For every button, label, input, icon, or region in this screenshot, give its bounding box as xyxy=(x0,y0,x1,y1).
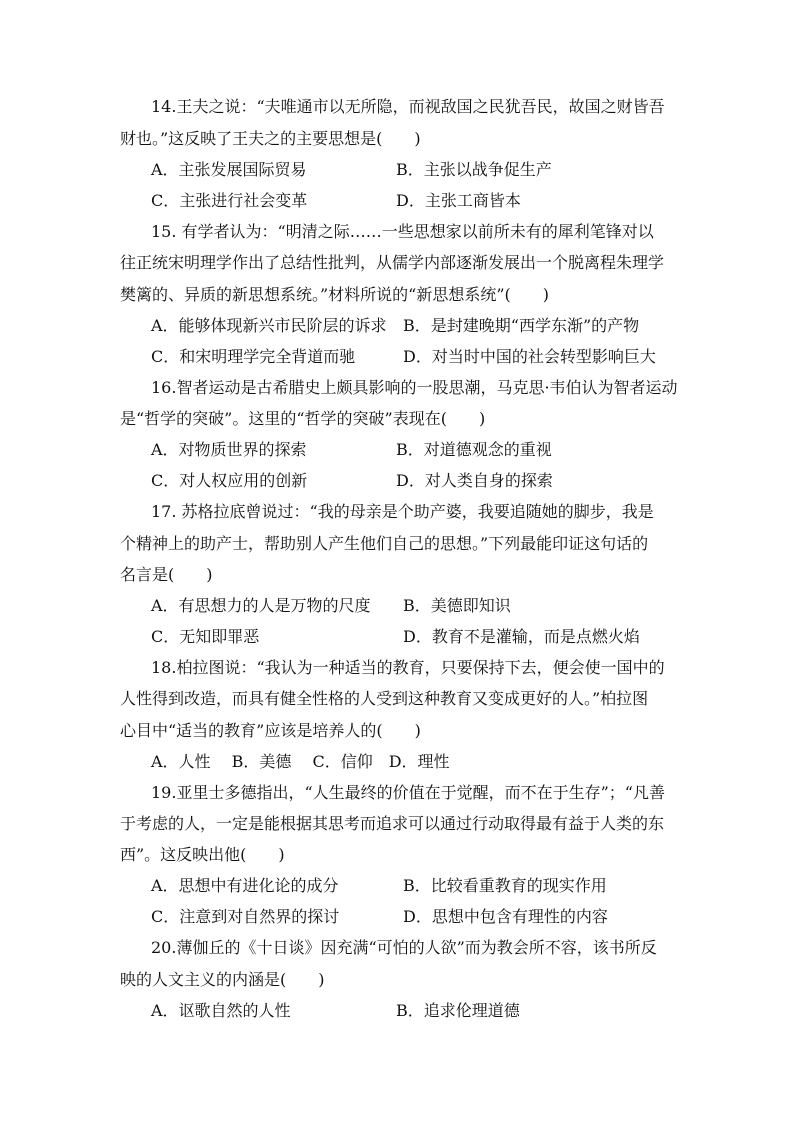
q17-option-b: B．美德即知识 xyxy=(403,596,511,615)
q14-option-b: B．主张以战争促生产 xyxy=(396,160,552,179)
q15-line-1: 15. 有学者认为：“明清之际……一些思想家以前所未有的犀利笔锋对以 xyxy=(151,222,654,241)
q19-option-d: D．思想中包含有理性的内容 xyxy=(403,907,608,926)
q17-option-c: C．无知即罪恶 xyxy=(151,627,260,646)
q20-option-a: A．讴歌自然的人性 xyxy=(151,1001,291,1020)
q17-line-3: 名言是( ) xyxy=(120,565,213,584)
q19-option-c: C．注意到对自然界的探讨 xyxy=(151,907,340,926)
q19-line-1: 19.亚里士多德指出，“人生最终的价值在于觉醒，而不在于生存”；“凡善 xyxy=(151,783,665,802)
q20-line-1: 20.薄伽丘的《十日谈》因充满“可怕的人欲”而为教会所不容，该书所反 xyxy=(151,938,657,957)
q20-line-2: 映的人文主义的内涵是( ) xyxy=(120,970,325,989)
q15-option-a: A．能够体现新兴市民阶层的诉求 xyxy=(151,316,387,335)
q17-line-1: 17. 苏格拉底曾说过：“我的母亲是个助产婆，我要追随她的脚步，我是 xyxy=(151,502,654,521)
q17-line-2: 个精神上的助产士，帮助别人产生他们自己的思想。”下列最能印证这句话的 xyxy=(120,534,649,553)
q17-option-d: D．教育不是灌输，而是点燃火焰 xyxy=(403,627,640,646)
q16-line-2: 是“哲学的突破”。这里的“哲学的突破”表现在( ) xyxy=(120,409,486,428)
q19-line-2: 于考虑的人，一定是能根据其思考而追求可以通过行动取得最有益于人类的东 xyxy=(120,814,665,833)
q14-line-2: 财也。”这反映了王夫之的主要思想是( ) xyxy=(120,129,421,148)
q14-option-d: D．主张工商皆本 xyxy=(396,191,521,210)
q15-line-2: 往正统宋明理学作出了总结性批判，从儒学内部逐渐发展出一个脱离程朱理学 xyxy=(120,253,665,272)
q16-line-1: 16.智者运动是古希腊史上颇具影响的一股思潮，马克思·韦伯认为智者运动 xyxy=(151,378,678,397)
q18-line-2: 人性得到改造，而具有健全性格的人受到这种教育又变成更好的人。”柏拉图 xyxy=(120,689,649,708)
q14-line-1: 14.王夫之说：“夫唯通市以无所隐，而视敌国之民犹吾民，故国之财皆吾 xyxy=(151,97,665,116)
q15-line-3: 樊篱的、异质的新思想系统。”材料所说的“新思想系统”( ) xyxy=(120,285,550,304)
q16-option-c: C．对人权应用的创新 xyxy=(151,471,308,490)
q16-option-b: B．对道德观念的重视 xyxy=(396,440,552,459)
q20-option-b: B．追求伦理道德 xyxy=(396,1001,520,1020)
q19-line-3: 西”。这反映出他( ) xyxy=(120,845,285,864)
q15-option-b: B．是封建晚期“西学东渐”的产物 xyxy=(403,316,640,335)
q18-line-1: 18.柏拉图说：“我认为一种适当的教育，只要保持下去，便会使一国中的 xyxy=(151,658,665,677)
q19-option-a: A．思想中有进化论的成分 xyxy=(151,876,339,895)
q14-option-a: A．主张发展国际贸易 xyxy=(151,160,307,179)
q16-option-d: D．对人类自身的探索 xyxy=(396,471,553,490)
q14-option-c: C．主张进行社会变革 xyxy=(151,191,308,210)
q16-option-a: A．对物质世界的探索 xyxy=(151,440,307,459)
q18-options-inline: A．人性 B．美德 C．信仰 D．理性 xyxy=(151,752,450,771)
q17-option-a: A．有思想力的人是万物的尺度 xyxy=(151,596,371,615)
q19-option-b: B．比较看重教育的现实作用 xyxy=(403,876,607,895)
q15-option-d: D．对当时中国的社会转型影响巨大 xyxy=(403,347,656,366)
q18-line-3: 心目中“适当的教育”应该是培养人的( ) xyxy=(120,721,421,740)
q15-option-c: C．和宋明理学完全背道而驰 xyxy=(151,347,356,366)
